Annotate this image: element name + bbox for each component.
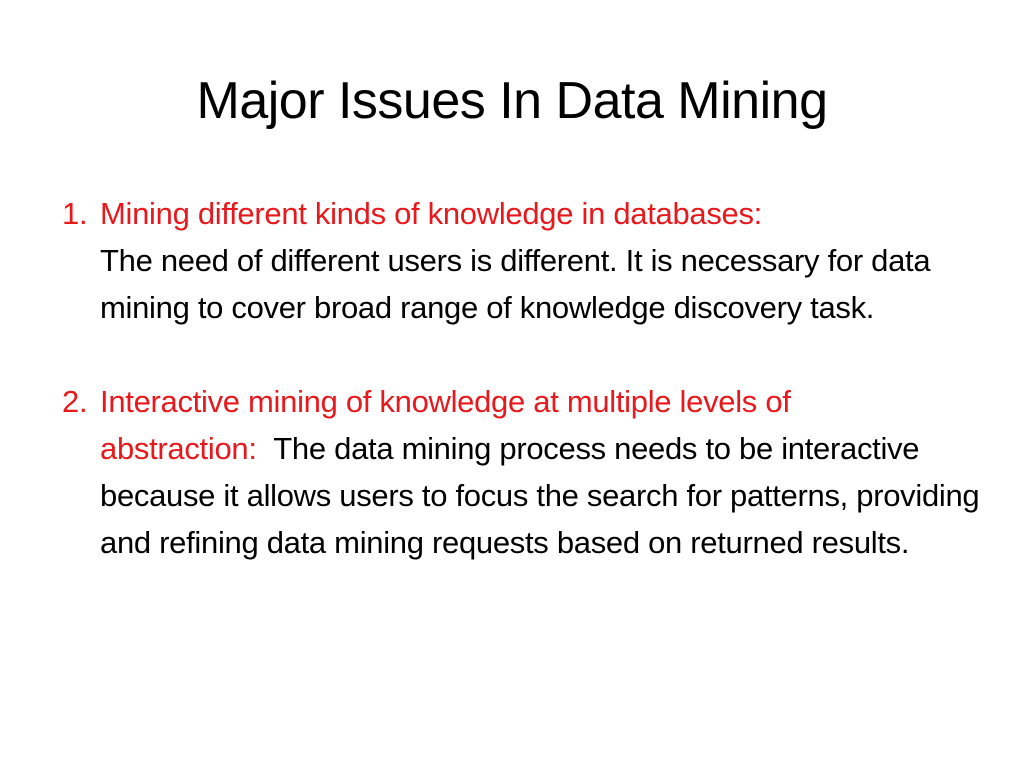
issue-number: 2. [62, 384, 88, 419]
issue-heading: Mining different kinds of knowledge in databases: [100, 196, 762, 231]
issue-heading: Interactive mining of knowledge at multiple levels of abstraction: [100, 384, 791, 466]
issue-number: 1. [62, 196, 88, 231]
issue-list [62, 190, 982, 566]
issue-item-1 [62, 190, 982, 331]
slide-title: Major Issues In Data Mining [196, 72, 828, 130]
issue-item-2 [62, 378, 982, 566]
issue-description: The need of different users is different. It is necessary for data mining to cover broad range of knowledge discovery task. [100, 243, 931, 325]
issue-description: The data mining process needs to be interactive because it allows users to focus the search for patterns, providing and refining data mining requests based on returned results. [100, 431, 980, 560]
